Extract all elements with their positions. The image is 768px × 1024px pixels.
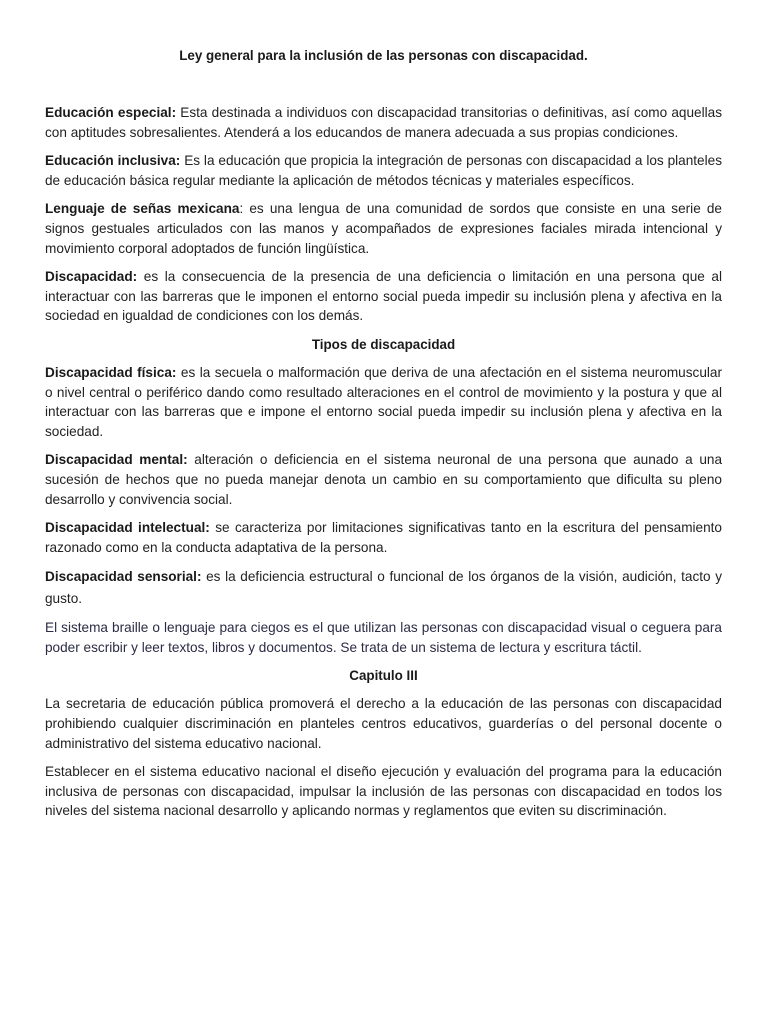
definition-text: Es la educación que propicia la integración de personas con discapacidad a los planteles de educación básica regular mediante la aplicación de métodos técnicas y materiales específicos. (45, 153, 722, 188)
type-term: Discapacidad física: (45, 364, 177, 380)
chapter-heading: Capitulo III (349, 668, 418, 684)
chapter-paragraph: Establecer en el sistema educativo nacional el diseño ejecución y evaluación del programa para la educación inclusiva de personas con discapacidad, impulsar la inclusión de las personas con discapacidad en todos los niveles del sistema nacional desarrollo y aplicando normas y reglamentos que eviten su discriminación. (45, 764, 722, 819)
definition-term: Discapacidad: (45, 269, 138, 285)
type-mental (45, 450, 722, 509)
type-text: es la secuela o malformación que deriva de una afectación en el sistema neuromuscular o nivel central o periférico dando como resultado alteraciones en el control de movimiento y la postura y que al interactuar con las barreras que e impone el entorno social pueda impedir su inclusión plena y afectiva en la sociedad. (45, 364, 722, 439)
definition-lenguaje-senas (45, 199, 722, 258)
type-fisica (45, 363, 722, 441)
type-text: es la deficiencia estructural o funcional de los órganos de la visión, audición, tacto y gusto. (45, 569, 723, 606)
definition-educacion-inclusiva (45, 151, 722, 190)
chapter-paragraph: La secretaria de educación pública promoverá el derecho a la educación de las personas con discapacidad prohibiendo cualquier discriminación en planteles centros educativos, guarderías o del personal docente o administrativo del sistema educativo nacional. (45, 696, 722, 751)
type-text: se caracteriza por limitaciones significativas tanto en la escritura del pensamiento razonado como en la conducta adaptativa de la persona. (45, 520, 722, 555)
type-text: alteración o deficiencia en el sistema neuronal de una persona que aunado a una sucesión de hechos que no pueda manejar denota un cambio en su comportamiento que dificulta su pleno desarrollo y convivencia social. (45, 452, 723, 507)
document-title: Ley general para la inclusión de las personas con discapacidad. (179, 48, 588, 63)
definition-text: es la consecuencia de la presencia de una deficiencia o limitación en una persona que al interactuar con las barreras que le imponen el entorno social pueda impedir su inclusión plena y afectiva en la sociedad en igualdad de condiciones con los demás. (45, 269, 722, 324)
type-term: Discapacidad sensorial: (45, 569, 202, 585)
definition-term: Educación especial: (45, 105, 177, 120)
definition-discapacidad (45, 267, 722, 326)
definition-term: Educación inclusiva: (45, 153, 181, 169)
type-sensorial (45, 566, 722, 609)
type-intelectual (45, 518, 722, 557)
definition-text: : es una lengua de una comunidad de sordos que consiste en una serie de signos gestuales articulados con las manos y acompañados de expresiones faciales mirada intencional y movimiento corporal adoptados de función lingüística. (45, 201, 722, 256)
type-term: Discapacidad mental: (45, 452, 188, 468)
braille-paragraph: El sistema braille o lenguaje para ciegos es el que utilizan las personas con discapacidad visual o ceguera para poder escribir y leer textos, libros y documentos. Se trata de un sistema de lectura y escritura táctil. (45, 620, 722, 655)
type-term: Discapacidad intelectual: (45, 520, 210, 536)
types-heading: Tipos de discapacidad (311, 336, 456, 352)
definition-educacion-especial (45, 103, 722, 142)
definition-text: Esta destinada a individuos con discapacidad transitorias o definitivas, así como aquellas con aptitudes sobresalientes. Atenderá a los educandos de manera adecuada a sus propias condiciones. (45, 105, 722, 140)
definition-term: Lenguaje de señas mexicana (45, 201, 240, 217)
